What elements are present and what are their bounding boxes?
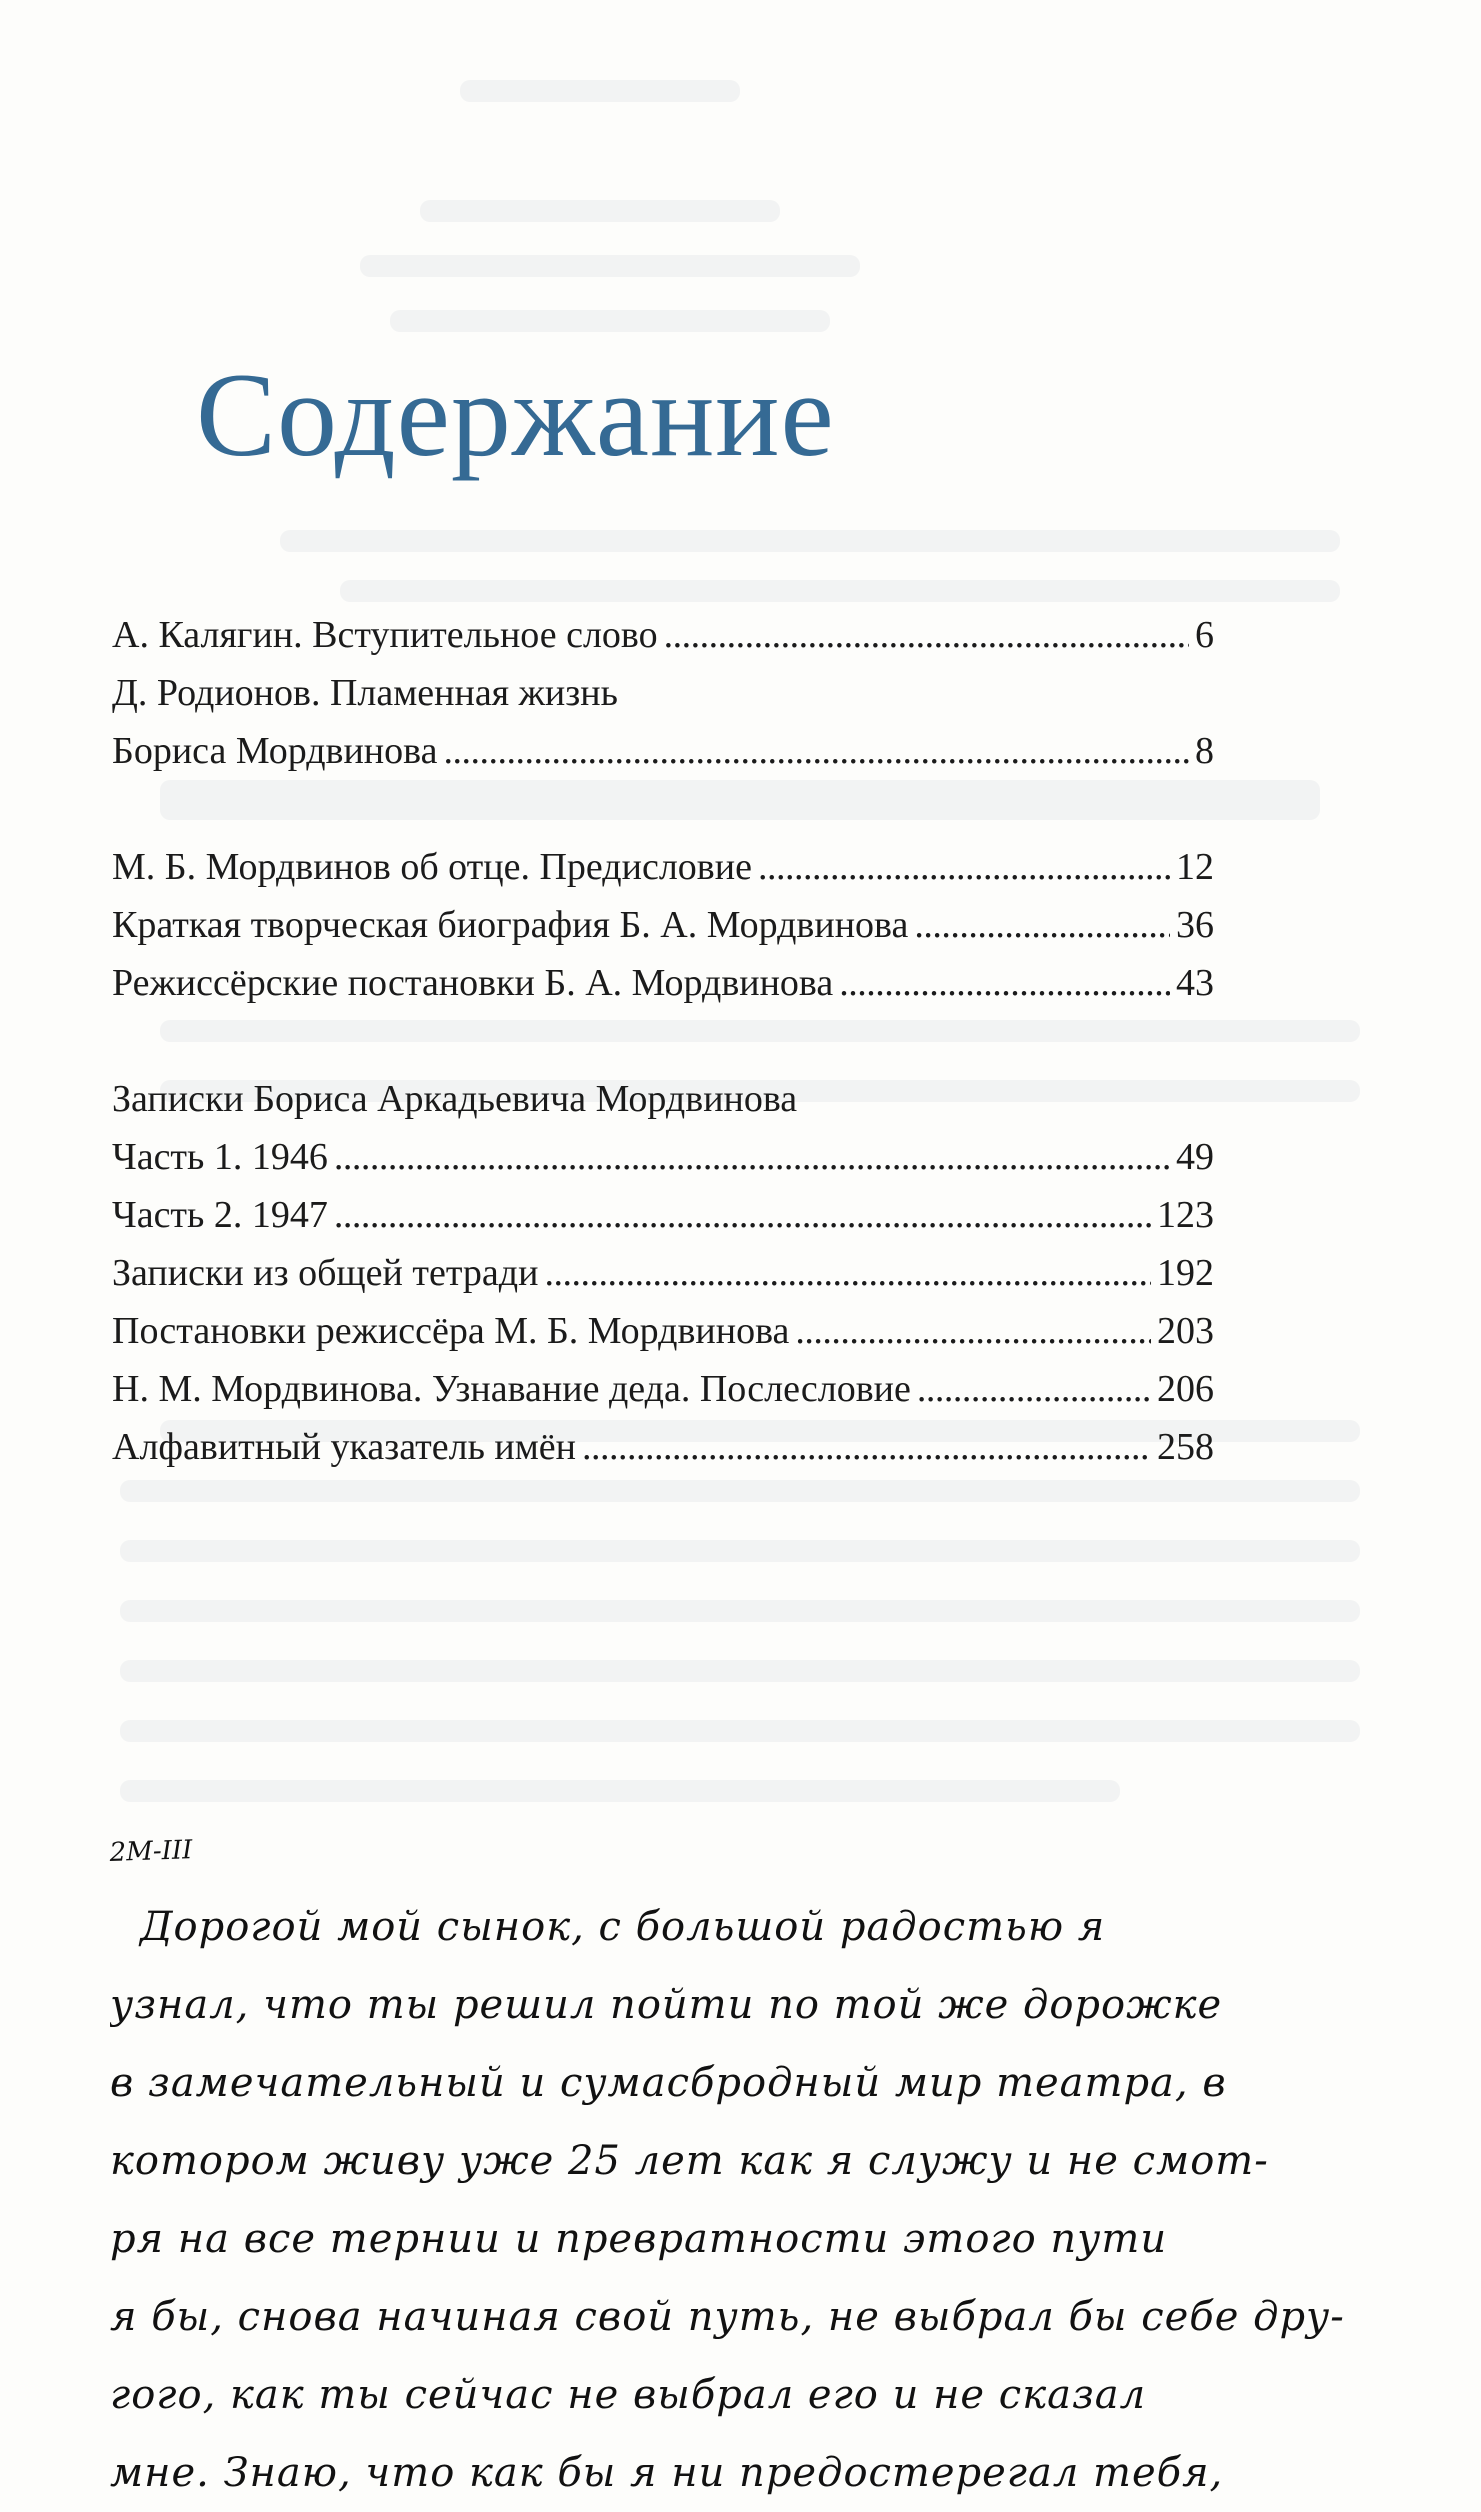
letter-line: котором живу уже 25 лет как я служу и не смот- [110,2138,1269,2184]
letter-line: гого, как ты сейчас не выбрал его и не сказал [110,2372,1147,2418]
toc-entry-page: 206 [1157,1368,1214,1410]
letter-line: ря на все тернии и превратности этого пути [110,2216,1168,2262]
toc-entry-page: 36 [1176,904,1214,946]
toc-entry[interactable] [112,1128,1214,1186]
toc-section-gap [112,780,1214,838]
toc-entry-page: 258 [1157,1426,1214,1468]
toc-entry-title: Режиссёрские постановки Б. А. Мордвинова [112,962,834,1004]
toc-entry-page: 49 [1176,1136,1214,1178]
toc-entry[interactable] [112,1360,1214,1418]
toc-leader-dots [795,1302,1151,1360]
toc-entry-title: Часть 2. 1947 [112,1194,328,1236]
toc-leader-dots [443,722,1189,780]
letter-line: в замечательный и сумасбродный мир театра, в [110,2060,1227,2106]
toc-entry-title: Записки из общей тетради [112,1252,539,1294]
toc-heading-text: Записки Бориса Аркадьевича Мордвинова [112,1078,798,1120]
toc-leader-dots [664,606,1189,664]
page-title: Содержание [196,348,835,481]
letter-line: мне. Знаю, что как бы я ни предостерегал тебя, [110,2450,1224,2496]
letter-line: узнал, что ты решил пойти по той же дорожке [110,1982,1223,2028]
toc-entry[interactable] [112,606,1214,664]
toc-leader-dots [334,1128,1170,1186]
toc-entry-title: А. Калягин. Вступительное слово [112,614,658,656]
toc-entry[interactable] [112,1186,1214,1244]
toc-section-gap [112,1012,1214,1070]
toc-entry-title: Бориса Мордвинова [112,730,438,772]
letter-date: 2М-III [109,1835,193,1868]
toc-entry-title: Постановки режиссёра М. Б. Мордвинова [112,1310,790,1352]
toc-entry-title: Алфавитный указатель имён [112,1426,576,1468]
toc-entry-page: 192 [1157,1252,1214,1294]
toc-entry-page: 12 [1176,846,1214,888]
table-of-contents [112,606,1214,1476]
handwritten-letter [109,1835,1390,2512]
toc-entry-page: 43 [1176,962,1214,1004]
toc-entry[interactable] [112,1302,1214,1360]
toc-entry-title: М. Б. Мордвинов об отце. Предисловие [112,846,752,888]
toc-entry[interactable] [112,838,1214,896]
letter-line: я бы, снова начиная свой путь, не выбрал бы себе дру- [110,2294,1345,2340]
toc-entry[interactable] [112,1418,1214,1476]
toc-leader-dots [914,896,1170,954]
toc-leader-dots [334,1186,1151,1244]
toc-entry[interactable] [112,896,1214,954]
toc-entry[interactable] [112,954,1214,1012]
toc-leader-dots [839,954,1170,1012]
toc-entry-title: Д. Родионов. Пламенная жизнь [112,672,618,714]
toc-entry[interactable] [112,722,1214,780]
toc-entry-page: 8 [1195,730,1214,772]
toc-entry-title: Часть 1. 1946 [112,1136,328,1178]
toc-leader-dots [917,1360,1151,1418]
toc-leader-dots [758,838,1170,896]
toc-entry-title: Н. М. Мордвинова. Узнавание деда. Послесловие [112,1368,911,1410]
toc-entry-title: Краткая творческая биография Б. А. Мордвинова [112,904,909,946]
toc-entry[interactable] [112,664,1214,722]
toc-entry[interactable] [112,1244,1214,1302]
toc-entry-page: 123 [1157,1194,1214,1236]
toc-leader-dots [582,1418,1151,1476]
toc-leader-dots [544,1244,1151,1302]
toc-entry-page: 203 [1157,1310,1214,1352]
toc-entry-page: 6 [1195,614,1214,656]
toc-section-heading [112,1070,1214,1128]
letter-line: Дорогой мой сынок, с большой радостью я [140,1904,1106,1950]
